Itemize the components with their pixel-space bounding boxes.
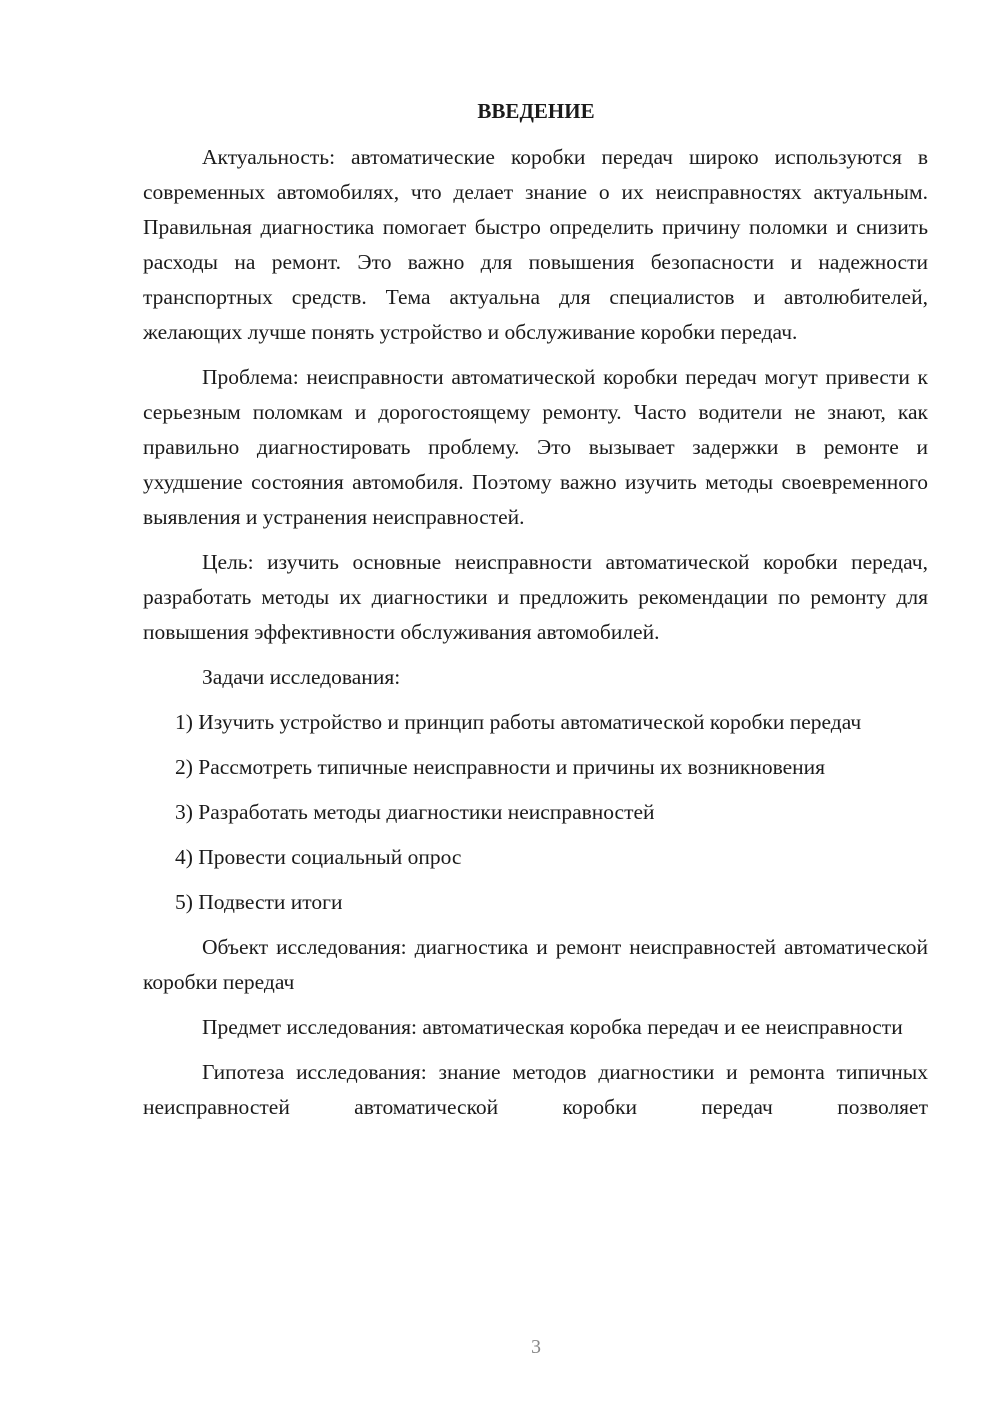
paragraph-hypothesis: Гипотеза исследования: знание методов диагностики и ремонта типичных неисправностей автоматической коробки передач позволяет [143, 1060, 928, 1119]
paragraph-relevance: Актуальность: автоматические коробки передач широко используются в современных автомобилях, что делает знание о их неисправностях актуальным. Правильная диагностика помогает быстро определить причину поломки и снизить расходы на ремонт. Это важно для повышения безопасности и надежности транспортных средств. Тема актуальна для специалистов и автолюбителей, желающих лучше понять устройство и обслуживание коробки передач. [143, 145, 928, 344]
paragraph-problem: Проблема: неисправности автоматической коробки передач могут привести к серьезным поломкам и дорогостоящему ремонту. Часто водители не знают, как правильно диагностировать проблему. Это вызывает задержки в ремонте и ухудшение состояния автомобиля. Поэтому важно изучить методы своевременного выявления и устранения неисправностей. [143, 365, 928, 529]
list-item: 4) Провести социальный опрос [175, 845, 462, 869]
list-item: 1) Изучить устройство и принцип работы автоматической коробки передач [175, 710, 862, 734]
document-body [143, 140, 928, 1135]
list-item: 3) Разработать методы диагностики неисправностей [175, 800, 655, 824]
tasks-list [143, 705, 928, 920]
list-item: 5) Подвести итоги [175, 890, 343, 914]
paragraph-subject: Предмет исследования: автоматическая коробка передач и ее неисправности [202, 1015, 903, 1039]
paragraph-goal: Цель: изучить основные неисправности автоматической коробки передач, разработать методы их диагностики и предложить рекомендации по ремонту для повышения эффективности обслуживания автомобилей. [143, 550, 928, 644]
paragraph-object: Объект исследования: диагностика и ремонт неисправностей автоматической коробки передач [143, 935, 928, 994]
page-title: ВВЕДЕНИЕ [477, 99, 595, 123]
list-item: 2) Рассмотреть типичные неисправности и причины их возникновения [175, 755, 826, 779]
page-number: 3 [531, 1336, 541, 1358]
paragraph-tasks-heading: Задачи исследования: [202, 665, 401, 689]
